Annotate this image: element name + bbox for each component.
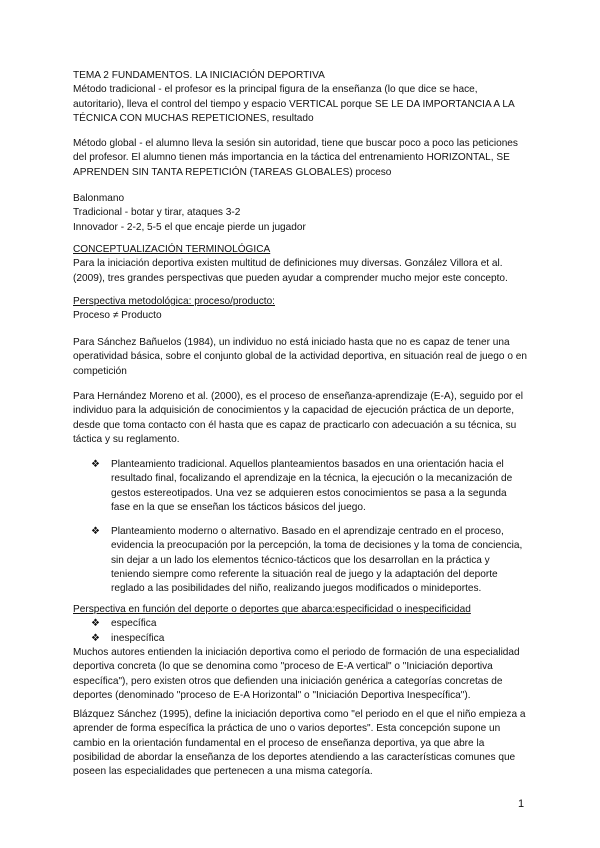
balonmano-section bbox=[73, 192, 528, 235]
perspectiva-metodologica-section bbox=[73, 295, 528, 324]
balonmano-tradicional: Tradicional - botar y tirar, ataques 3-2 bbox=[73, 207, 241, 219]
blazquez-paragraph: Blázquez Sánchez (1995), define la iniciación deportiva como "el periodo en el que el niño empieza a aprender de forma específica la práctica de uno o varios deportes". Esta concepción supone un cambio en la orientación fundamental en el proceso de enseñanza deportiva, ya que abre la posibilidad de abordar la enseñanza de los deportes atendiendo a las características comunes que poseen las especialidades que pertenecen a una misma categoría. bbox=[73, 709, 526, 778]
especifica-item: específica bbox=[111, 618, 157, 630]
planteamientos-list-2 bbox=[91, 525, 528, 597]
list-item bbox=[91, 617, 528, 631]
perspectiva-deporte-text: Muchos autores entienden la iniciación deportiva como el periodo de formación de una especialidad deportiva concreta (lo que se denomina como "proceso de E-A vertical" o "Iniciación deportiva específica"), pero existen otros que defienden una iniciación genérica a categorías concretas de deportes (denominado "proceso de E-A Horizontal" o "Iniciación Deportiva Inespecífica"). bbox=[73, 646, 520, 701]
metodo-global-section bbox=[73, 137, 528, 180]
sanchez-paragraph: Para Sánchez Bañuelos (1984), un individuo no está iniciado hasta que no es capaz de tener una operatividad básica, sobre el conjunto global de la actividad deportiva, en situación real de juego o en competición bbox=[73, 337, 527, 377]
metodo-tradicional-paragraph: Método tradicional - el profesor es la principal figura de la enseñanza (lo que dice se hace, autoritario), lleva el control del tiempo y espacio VERTICAL porque SE LE DA IMPORTANCIA A LA TÉCNICA CON MUCHAS REPETICIONES, resultado bbox=[73, 84, 515, 124]
hernandez-paragraph: Para Hernández Moreno et al. (2000), es el proceso de enseñanza-aprendizaje (E-A), seguido por el individuo para la adquisición de conocimientos y la capacidad de ejecución práctica de un deporte, desde que toma contacto con él hasta que es capaz de practicarlo con adecuación a su técnica, su táctica y su reglamento. bbox=[73, 391, 523, 445]
list-item bbox=[91, 458, 528, 515]
balonmano-innovador: Innovador - 2-2, 5-5 el que encaje pierde un jugador bbox=[73, 221, 306, 233]
perspectiva-deporte-section bbox=[73, 603, 528, 703]
sanchez-section bbox=[73, 336, 528, 379]
metodo-global-paragraph: Método global - el alumno lleva la sesión sin autoridad, tiene que buscar poco a poco las peticiones del profesor. El alumno tienen más importancia en la táctica del entrenamiento HORIZONTAL, SE APRENDEN SIN TANTA REPETICIÓN (TAREAS GLOBALES) proceso bbox=[73, 138, 518, 178]
diamond-bullet-icon: ❖ bbox=[91, 632, 100, 644]
list-item bbox=[91, 632, 528, 646]
conceptualizacion-heading: CONCEPTUALIZACIÓN TERMINOLÓGICA bbox=[73, 244, 271, 255]
header-section bbox=[73, 69, 528, 126]
proceso-producto-line: Proceso ≠ Producto bbox=[73, 310, 162, 322]
page-title: TEMA 2 FUNDAMENTOS. LA INICIACIÓN DEPORTIVA bbox=[73, 70, 325, 81]
list-item bbox=[91, 525, 528, 597]
balonmano-title: Balonmano bbox=[73, 193, 125, 204]
conceptualizacion-section bbox=[73, 243, 528, 286]
perspectiva-metodologica-heading: Perspectiva metodológica: proceso/producto: bbox=[73, 296, 275, 307]
hernandez-section bbox=[73, 390, 528, 447]
planteamientos-list bbox=[91, 458, 528, 515]
page-number: 1 bbox=[518, 798, 525, 810]
conceptualizacion-text: Para la iniciación deportiva existen multitud de definiciones muy diversas. González Villora et al. (2009), tres grandes perspectivas que pueden ayudar a comprender mucho mejor este concepto. bbox=[73, 258, 508, 284]
diamond-bullet-icon: ❖ bbox=[91, 459, 100, 470]
especificidad-list bbox=[73, 617, 528, 646]
inespecifica-item: inespecífica bbox=[111, 632, 165, 644]
planteamiento-moderno-text: Planteamiento moderno o alternativo. Basado en el aprendizaje centrado en el proceso, evidencia la preocupación por la percepción, la toma de decisiones y la toma de conciencia, sin dejar a un lado los elementos técnico-tácticos que los desarrollan en la práctica y teniendo siempre como referente la situación real de juego y la adaptación del deporte reglado a las posibilidades del niño, realizando juegos modificados o minideportes. bbox=[111, 526, 523, 595]
diamond-bullet-icon: ❖ bbox=[91, 618, 100, 630]
planteamiento-tradicional-text: Planteamiento tradicional. Aquellos planteamientos basados en una orientación hacia el resultado final, focalizando el aprendizaje en la técnica, la ejecución o la mecanización de gestos estereotipados. Una vez se adquieren estos conocimientos se pasa a la segunda fase en la que se enseñan los tácticos básicos del juego. bbox=[111, 459, 513, 513]
diamond-bullet-icon: ❖ bbox=[91, 526, 100, 537]
perspectiva-deporte-heading: Perspectiva en función del deporte o deportes que abarca:especificidad o inespecificidad bbox=[73, 604, 471, 615]
blazquez-section bbox=[73, 708, 528, 780]
